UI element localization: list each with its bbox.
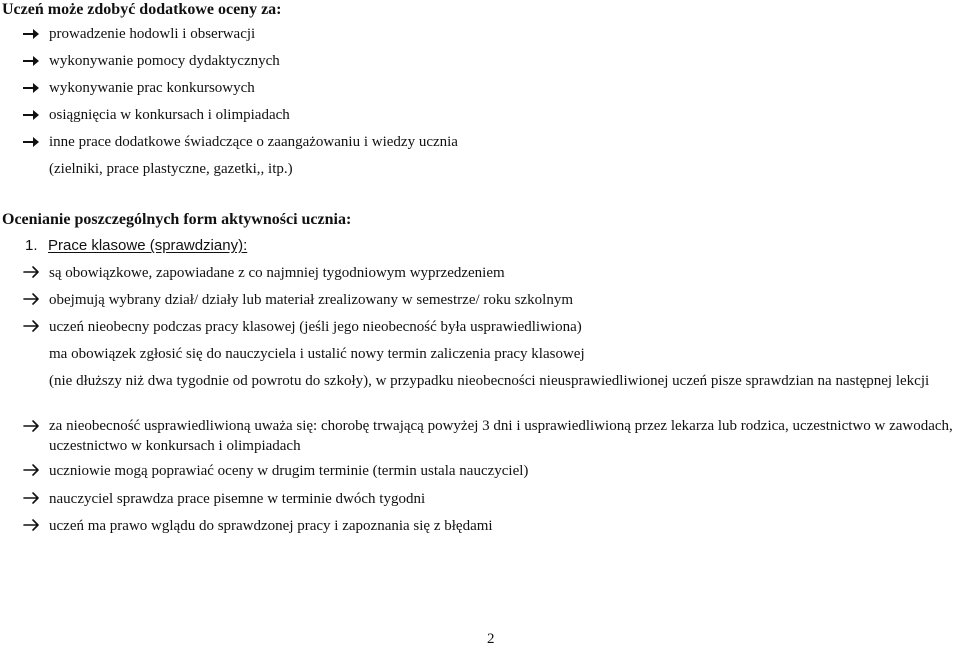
section-extra-heading: Uczeń może zdobyć dodatkowe oceny za:	[2, 1, 282, 18]
arrow-bullet-icon	[22, 27, 40, 41]
list-item: nauczyciel sprawdza prace pisemne w terminie dwóch tygodni	[49, 491, 426, 507]
list-item: są obowiązkowe, zapowiadane z co najmniej tygodniowym wyprzedzeniem	[49, 265, 505, 281]
list-item: inne prace dodatkowe świadczące o zaangażowaniu i wiedzy ucznia	[49, 134, 458, 150]
list-item: za nieobecność usprawiedliwioną uważa się: chorobę trwającą powyżej 3 dni i usprawiedliwioną przez lekarza lub rodzica, uczestnictwo w zawodach, uczestnictwo w konkursach i olimpiadach	[49, 418, 953, 454]
arrow-bullet-icon	[23, 319, 41, 333]
list-number: 1.	[25, 237, 38, 254]
list-item-continuation: (zielniki, prace plastyczne, gazetki,, itp.)	[49, 161, 293, 177]
arrow-bullet-icon	[23, 419, 41, 433]
arrow-bullet-icon	[22, 81, 40, 95]
arrow-bullet-icon	[23, 292, 41, 306]
list-item: uczeń nieobecny podczas pracy klasowej (jeśli jego nieobecność była usprawiedliwiona)	[49, 319, 582, 335]
page-number: 2	[487, 631, 495, 647]
list-item: wykonywanie prac konkursowych	[49, 80, 255, 96]
list-item: uczniowie mogą poprawiać oceny w drugim terminie (termin ustala nauczyciel)	[49, 463, 529, 479]
list-item: prowadzenie hodowli i obserwacji	[49, 26, 256, 42]
arrow-bullet-icon	[22, 108, 40, 122]
arrow-bullet-icon	[22, 135, 40, 149]
arrow-bullet-icon	[23, 265, 41, 279]
arrow-bullet-icon	[23, 463, 41, 477]
arrow-bullet-icon	[22, 54, 40, 68]
list-item: osiągnięcia w konkursach i olimpiadach	[49, 107, 290, 123]
arrow-bullet-icon	[23, 491, 41, 505]
list-item: obejmują wybrany dział/ działy lub materiał zrealizowany w semestrze/ roku szkolnym	[49, 292, 573, 308]
arrow-bullet-icon	[23, 518, 41, 532]
list-item: wykonywanie pomocy dydaktycznych	[49, 53, 280, 69]
list-item: uczeń ma prawo wglądu do sprawdzonej pracy i zapoznania się z błędami	[49, 518, 493, 534]
list-item-continuation: ma obowiązek zgłosić się do nauczyciela i ustalić nowy termin zaliczenia pracy klasowej	[49, 346, 585, 362]
subheading: Prace klasowe (sprawdziany):	[48, 237, 248, 254]
section-assessment-heading: Ocenianie poszczególnych form aktywności ucznia:	[2, 211, 352, 228]
list-item-continuation: (nie dłuższy niż dwa tygodnie od powrotu do szkoły), w przypadku nieobecności nieusprawiedliwionej uczeń pisze sprawdzian na następnej lekcji	[49, 373, 930, 389]
